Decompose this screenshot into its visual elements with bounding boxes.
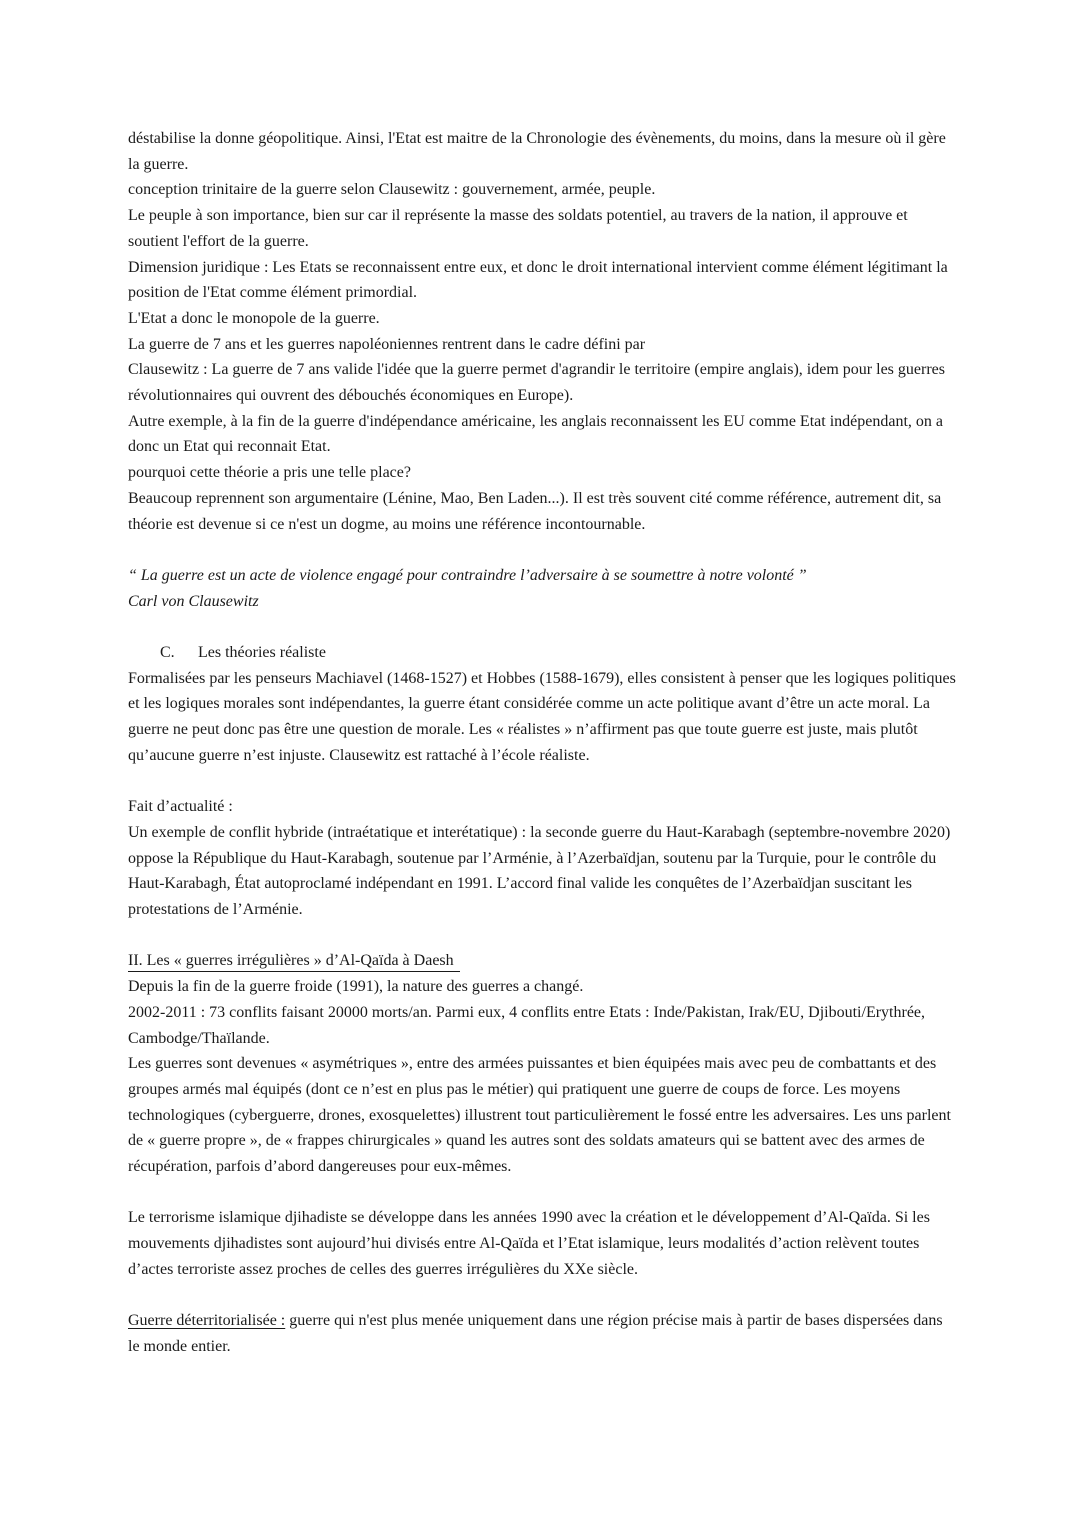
- spacer: [128, 1180, 958, 1206]
- document-page: [128, 126, 958, 1360]
- fait-actualite-body: Un exemple de conflit hybride (intraétatique et interétatique) : la seconde guerre du Haut-Karabagh (septembre-novembre 2020) oppose la République du Haut-Karabagh, soutenue par l’Arménie, à l’Azerbaïdjan, soutenu par la Turquie, pour le contrôle du Haut-Karabagh, État autoproclamé indépendant en 1991. L’accord final valide les conquêtes de l’Azerbaïdjan suscitant les protestations de l’Arménie.: [128, 823, 951, 919]
- section-c-body: Formalisées par les penseurs Machiavel (1468-1527) et Hobbes (1588-1679), elles consistent à penser que les logiques politiques et les logiques morales sont indépendantes, la guerre étant considérée comme un acte politique avant d’être un acte moral. La guerre ne peut donc pas être une question de morale. Les « réalistes » n’affirment pas que toute guerre est juste, mais plutôt qu’aucune guerre n’est injuste. Clausewitz est rattaché à l’école réaliste.: [128, 669, 956, 764]
- paragraph: L'Etat a donc le monopole de la guerre.: [128, 309, 380, 327]
- section-title: Les théories réaliste: [198, 644, 326, 662]
- spacer: [128, 923, 958, 949]
- paragraph: pourquoi cette théorie a pris une telle place?: [128, 464, 411, 482]
- spacer: [128, 537, 958, 563]
- paragraph: déstabilise la donne géopolitique. Ainsi, l'Etat est maitre de la Chronologie des évènements, du moins, dans la mesure où il gère la guerre.: [128, 130, 946, 173]
- definition-paragraph: [128, 1308, 958, 1359]
- paragraph: Les guerres sont devenues « asymétriques », entre des armées puissantes et bien équipées mais avec peu de combattants et des groupes armés mal équipés (dont ce n’est en plus pas le métier) qui pratiquent une guerre de coups de force. Les moyens technologiques (cyberguerre, drones, exosquelettes) illustrent tout particulièrement le fossé entre les adversaires. Les uns parlent de « guerre propre », de « frappes chirurgicales » quand les autres sont des soldats amateurs qui se battent avec des armes de récupération, parfois d’abord dangereuses pour eux-mêmes.: [128, 1055, 951, 1176]
- spacer: [128, 769, 958, 795]
- clausewitz-quote: “ La guerre est un acte de violence engagé pour contraindre l’adversaire à se soumettre à notre volonté ”: [128, 566, 807, 584]
- terrorism-paragraph: Le terrorisme islamique djihadiste se développe dans les années 1990 avec la création et le développement d’Al-Qaïda. Si les mouvements djihadistes sont aujourd’hui divisés entre Al-Qaïda et l’Etat islamique, leurs modalités d’action relèvent toutes d’actes terroriste assez proches de celles des guerres irrégulières du XXe siècle.: [128, 1209, 930, 1278]
- section-letter: C.: [160, 644, 175, 662]
- section-ii-heading: II. Les « guerres irrégulières » d’Al-Qaïda à Daesh: [128, 950, 460, 972]
- paragraph: Dimension juridique : Les Etats se reconnaissent entre eux, et donc le droit international intervient comme élément légitimant la position de l'Etat comme élément primordial.: [128, 258, 948, 302]
- paragraph: Clausewitz : La guerre de 7 ans valide l'idée que la guerre permet d'agrandir le territoire (empire anglais), idem pour les guerres révolutionnaires qui ouvrent des débouchés économiques en Europe).: [128, 361, 945, 405]
- paragraph: La guerre de 7 ans et les guerres napoléoniennes rentrent dans le cadre défini par: [128, 335, 646, 353]
- paragraph: Autre exemple, à la fin de la guerre d'indépendance américaine, les anglais reconnaissent les EU comme Etat indépendant, on a donc un Etat qui reconnait Etat.: [128, 412, 943, 456]
- paragraph: 2002-2011 : 73 conflits faisant 20000 morts/an. Parmi eux, 4 conflits entre Etats : Inde/Pakistan, Irak/EU, Djibouti/Erythrée, Cambodge/Thaïlande.: [128, 1003, 926, 1047]
- spacer: [128, 1283, 958, 1309]
- section-ii-heading-row: [128, 948, 958, 974]
- definition-term: Guerre déterritorialisée :: [128, 1312, 286, 1330]
- quote-author: Carl von Clausewitz: [128, 592, 259, 610]
- paragraph: Depuis la fin de la guerre froide (1991), la nature des guerres a changé.: [128, 978, 584, 996]
- definition-text: guerre qui n'est plus menée uniquement dans une région précise mais à partir de bases dispersées dans le monde entier.: [128, 1312, 943, 1355]
- paragraph: Beaucoup reprennent son argumentaire (Lénine, Mao, Ben Laden...). Il est très souvent cité comme référence, autrement dit, sa théorie est devenue si ce n'est un dogme, au moins une référence incontournable.: [128, 489, 942, 533]
- section-c-heading: [128, 640, 958, 666]
- spacer: [128, 614, 958, 640]
- fait-actualite-label: Fait d’actualité :: [128, 798, 233, 816]
- paragraph: conception trinitaire de la guerre selon Clausewitz : gouvernement, armée, peuple.: [128, 181, 656, 199]
- paragraph: Le peuple à son importance, bien sur car il représente la masse des soldats potentiel, au travers de la nation, il approuve et soutient l'effort de la guerre.: [128, 207, 908, 250]
